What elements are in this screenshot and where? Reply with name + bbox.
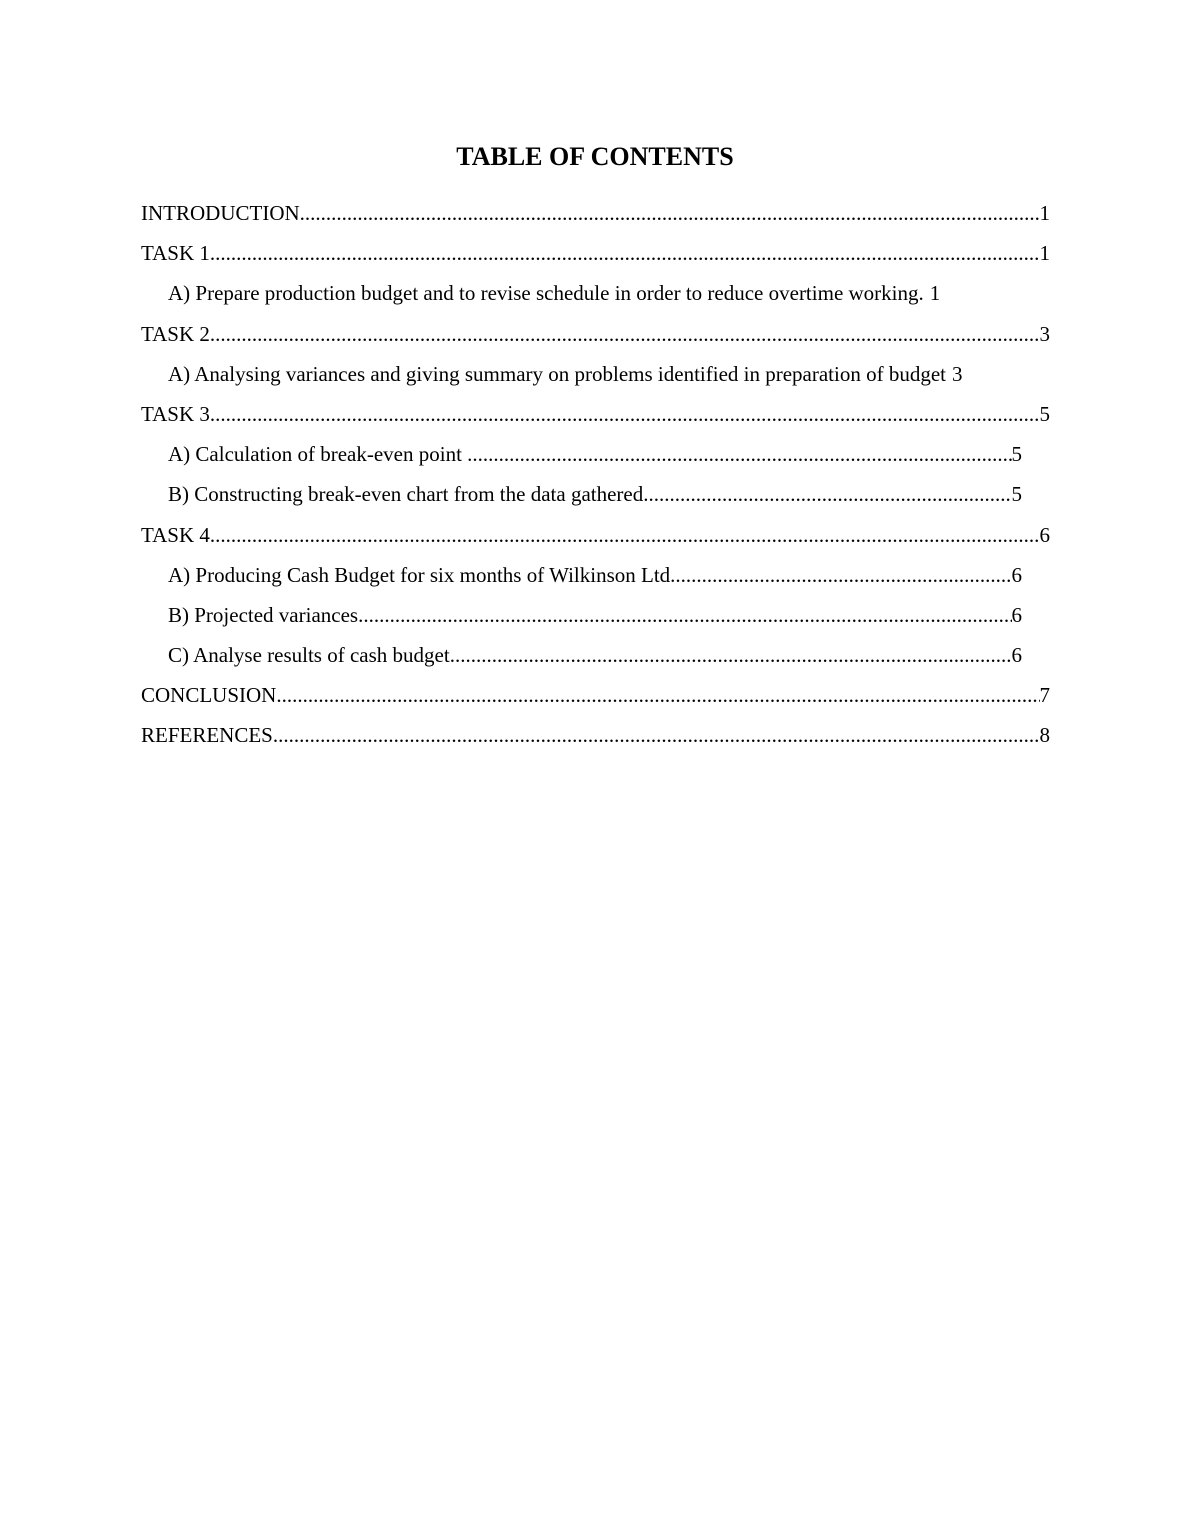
toc-entry-page: 5 <box>1011 482 1022 507</box>
toc-dot-leader <box>450 639 1012 671</box>
toc-entry-task-1[interactable] <box>141 237 1050 277</box>
toc-dot-leader <box>358 599 1011 631</box>
toc-dot-leader <box>643 478 1011 510</box>
toc-entry-page: 6 <box>1011 602 1022 627</box>
toc-entry-label: CONCLUSION <box>141 683 277 708</box>
toc-entry-task-3-b[interactable] <box>141 478 1050 518</box>
toc-entry-task-3-a[interactable] <box>141 438 1050 478</box>
toc-dot-leader <box>467 438 1011 470</box>
toc-entry-references[interactable] <box>141 719 1050 759</box>
toc-entry-label: A) Prepare production budget and to revise schedule in order to reduce overtime working. <box>168 281 924 306</box>
toc-entry-label: INTRODUCTION <box>141 201 300 225</box>
toc-entry-page: 6 <box>1039 522 1050 547</box>
toc-dot-leader <box>210 237 1040 269</box>
toc-list <box>141 197 1050 760</box>
toc-entry-label: A) Producing Cash Budget for six months of Wilkinson Ltd <box>168 562 671 587</box>
toc-dot-leader <box>300 197 1040 229</box>
toc-entry-page: 1 <box>929 281 941 306</box>
toc-entry-label: C) Analyse results of cash budget <box>168 643 450 668</box>
toc-dot-leader <box>276 679 1039 711</box>
toc-entry-label: TASK 3 <box>141 401 210 426</box>
toc-entry-page: 5 <box>1039 401 1050 426</box>
toc-entry-task-4[interactable] <box>141 519 1050 559</box>
toc-entry-page: 7 <box>1039 683 1050 708</box>
toc-entry-label: REFERENCES <box>141 723 273 748</box>
toc-dot-leader <box>670 559 1011 591</box>
toc-dot-leader <box>273 719 1040 751</box>
toc-entry-task-4-a[interactable] <box>141 559 1050 599</box>
toc-entry-page: 6 <box>1011 562 1022 587</box>
toc-entry-task-4-c[interactable] <box>141 639 1050 679</box>
toc-entry-label: A) Analysing variances and giving summary on problems identified in preparation of budget <box>168 361 946 386</box>
toc-entry-page: 5 <box>1011 442 1022 467</box>
toc-entry-label: TASK 2 <box>141 321 210 346</box>
toc-entry-task-2[interactable] <box>141 318 1050 358</box>
toc-title: TABLE OF CONTENTS <box>456 142 734 171</box>
toc-entry-page: 6 <box>1011 643 1022 668</box>
toc-entry-label: A) Calculation of break-even point <box>168 442 468 467</box>
toc-dot-leader <box>210 318 1040 350</box>
toc-entry-page: 1 <box>1039 201 1050 225</box>
toc-dot-leader <box>210 519 1040 551</box>
toc-entry-label: TASK 1 <box>141 241 210 266</box>
toc-entry-label: B) Constructing break-even chart from the data gathered <box>168 482 644 507</box>
toc-entry-task-4-b[interactable] <box>141 599 1050 639</box>
toc-entry-page: 3 <box>951 361 963 386</box>
toc-entry-conclusion[interactable] <box>141 679 1050 719</box>
toc-entry-label: TASK 4 <box>141 522 210 547</box>
toc-dot-leader <box>210 398 1040 430</box>
toc-entry-task-3[interactable] <box>141 398 1050 438</box>
toc-entry-label: B) Projected variances <box>168 602 359 627</box>
toc-entry-page: 1 <box>1039 241 1050 266</box>
toc-entry-task-2-a[interactable] <box>141 358 1050 398</box>
toc-entry-page: 8 <box>1039 723 1050 748</box>
toc-entry-page: 3 <box>1039 321 1050 346</box>
toc-entry-task-1-a[interactable] <box>141 277 1050 317</box>
toc-entry-introduction[interactable] <box>141 197 1050 237</box>
